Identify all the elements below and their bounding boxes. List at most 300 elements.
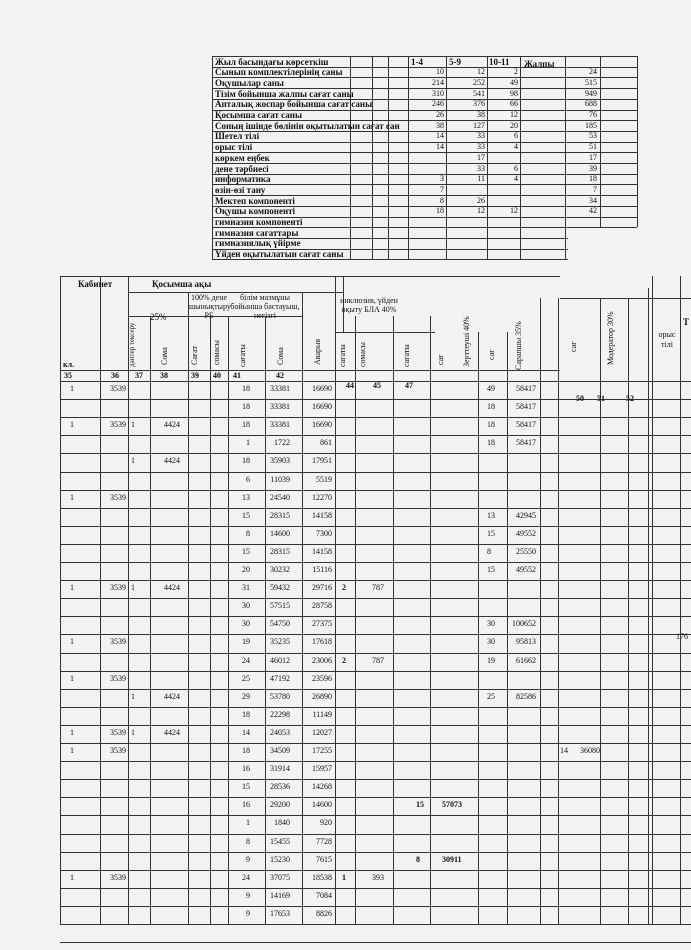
col-rule — [430, 316, 431, 924]
header-bilim: білім мазмұны бойынша бастауыш, негізгі — [230, 293, 300, 320]
header-qosymsha: Қосымша ақы — [152, 279, 212, 289]
cell-avarya: 15116 — [312, 565, 332, 574]
summary-total: 53 — [589, 131, 597, 141]
header-sarapshy: Сарапшы 35% — [514, 321, 523, 370]
cell-soma: 28315 — [270, 511, 290, 520]
cell-soma: 33381 — [270, 420, 290, 429]
cell-25-soma: 4424 — [164, 692, 180, 701]
cell-25-count: 1 — [131, 583, 135, 592]
summary-value: 2 — [514, 67, 518, 77]
cell-soma: 33381 — [270, 384, 290, 393]
summary-value: 3 — [440, 174, 444, 184]
column-number: 44 — [346, 381, 354, 390]
col-rule — [265, 316, 266, 924]
header-moderator: Модератор 30% — [606, 311, 615, 365]
cell-avarya: 12270 — [312, 493, 332, 502]
header-rule — [128, 292, 343, 293]
col-rule — [100, 276, 101, 924]
cell-soma: 28315 — [270, 547, 290, 556]
cell-kl: 1 — [70, 637, 74, 646]
cell-sagaty: 20 — [242, 565, 250, 574]
header-kabinet: Кабинет — [78, 279, 113, 289]
cell-sagaty: 30 — [242, 601, 250, 610]
header-100-pct: 100% дене шынықтыру РБ — [189, 293, 231, 320]
row-rule — [60, 689, 691, 690]
cell-sarapshy-sum: 58417 — [516, 402, 536, 411]
cell-sarapshy-hours: 19 — [487, 656, 495, 665]
row-rule — [60, 779, 691, 780]
cell-soma: 29200 — [270, 800, 290, 809]
header-sag: сағ — [487, 349, 496, 360]
row-rule — [60, 797, 691, 798]
cell-sarapshy-hours: 13 — [487, 511, 495, 520]
cell-25-soma: 4424 — [164, 728, 180, 737]
summary-value: 6 — [514, 131, 518, 141]
column-number: 50 — [576, 394, 584, 403]
row-rule — [60, 924, 691, 925]
header-sag: сағ — [569, 341, 578, 352]
summary-value: 246 — [432, 99, 444, 109]
summary-value: 14 — [436, 131, 444, 141]
cell-inkluziv-sum: 787 — [372, 656, 384, 665]
col-rule — [228, 316, 229, 924]
row-rule — [60, 888, 691, 889]
cell-sarapshy-hours: 18 — [487, 438, 495, 447]
header-inkluziv: инклюзив, үйден оқыту БЛА 40% — [340, 296, 398, 315]
header-soma: Сома — [276, 347, 285, 365]
cell-kl: 1 — [70, 873, 74, 882]
cell-soma: 53780 — [270, 692, 290, 701]
summary-total: 42 — [589, 206, 597, 216]
cell-sagaty: 13 — [242, 493, 250, 502]
cell-sarapshy-hours: 18 — [487, 420, 495, 429]
summary-total: 688 — [585, 99, 597, 109]
row-rule — [60, 870, 691, 871]
header-sagaty: сағаты — [238, 344, 247, 367]
cell-sarapshy-hours: 25 — [487, 692, 495, 701]
col-rule — [648, 288, 649, 924]
row-rule — [60, 743, 691, 744]
cell-sagaty: 31 — [242, 583, 250, 592]
cell-sagaty: 8 — [246, 837, 250, 846]
row-rule — [60, 834, 691, 835]
row-rule — [60, 815, 691, 816]
header-dapter: дәптер тексеру — [128, 322, 136, 367]
cell-avarya: 14158 — [312, 547, 332, 556]
cell-soma: 30232 — [270, 565, 290, 574]
cell-dapter: 3539 — [110, 420, 126, 429]
cell-sarapshy-sum: 49552 — [516, 565, 536, 574]
col-rule — [652, 276, 653, 924]
col-rule — [600, 298, 601, 924]
cell-sagaty: 6 — [246, 475, 250, 484]
row-rule — [60, 852, 691, 853]
summary-value: 49 — [510, 77, 518, 87]
cell-moderator-sum: 36080 — [580, 746, 600, 755]
cell-kl: 1 — [70, 674, 74, 683]
cell-sagaty: 1 — [246, 818, 250, 827]
summary-value: 6 — [514, 163, 518, 173]
summary-value: 20 — [510, 120, 518, 130]
summary-value: 12 — [510, 206, 518, 216]
cell-dapter: 3539 — [110, 637, 126, 646]
header-25: 25% — [150, 312, 167, 322]
summary-row-label: Апталық жоспар бойынша сағат саны — [215, 99, 373, 110]
cell-moderator-hours: 14 — [560, 746, 568, 755]
summary-value: 310 — [432, 88, 444, 98]
cell-soma: 17653 — [270, 909, 290, 918]
cell-25-soma: 4424 — [164, 420, 180, 429]
summary-row-label: Шетел тілі — [215, 131, 260, 142]
summary-row-label: дене тәрбиесі — [215, 163, 269, 174]
cell-dapter: 3539 — [110, 728, 126, 737]
cell-sagaty: 8 — [246, 529, 250, 538]
summary-value: 12 — [477, 206, 485, 216]
row-rule — [60, 906, 691, 907]
summary-row-label: гимназия сағаттары — [215, 227, 299, 238]
cell-avarya: 7615 — [316, 855, 332, 864]
cell-inkluziv-hours: 2 — [342, 656, 346, 665]
col-rule — [393, 316, 394, 924]
cell-dapter: 3539 — [110, 583, 126, 592]
summary-row-label: Соның ішінде бөлінін оқытылатын сағат сан — [215, 120, 400, 131]
cell-soma: 28536 — [270, 782, 290, 791]
summary-row-label: Қосымша сағат саны — [215, 110, 302, 120]
cell-avarya: 17618 — [312, 637, 332, 646]
summary-header-grade: 10-11 — [489, 57, 510, 67]
summary-value: 376 — [473, 99, 485, 109]
summary-total: 51 — [589, 142, 597, 152]
row-rule — [60, 526, 691, 527]
cell-avarya: 16690 — [312, 420, 332, 429]
cell-25-count: 1 — [131, 728, 135, 737]
col-rule — [210, 316, 211, 924]
cell-sarapshy-hours: 30 — [487, 619, 495, 628]
cell-dapter: 3539 — [110, 746, 126, 755]
cell-sarapshy-hours: 30 — [487, 637, 495, 646]
cell-zertteushi-hours: 15 — [416, 800, 424, 809]
summary-value: 252 — [473, 77, 485, 87]
header-somasy: сомасы — [358, 342, 367, 367]
cell-soma: 33381 — [270, 402, 290, 411]
col-rule — [188, 292, 189, 924]
col-rule — [540, 298, 541, 924]
cell-sarapshy-hours: 15 — [487, 529, 495, 538]
header-rule — [560, 298, 691, 299]
cell-sarapshy-sum: 82586 — [516, 692, 536, 701]
cell-avarya: 8826 — [316, 909, 332, 918]
summary-value: 10 — [436, 67, 444, 77]
cell-avarya: 29716 — [312, 583, 332, 592]
summary-value: 541 — [473, 88, 485, 98]
cell-inkluziv-sum: 787 — [372, 583, 384, 592]
row-rule — [60, 435, 691, 436]
cell-sarapshy-sum: 49552 — [516, 529, 536, 538]
row-rule — [60, 725, 691, 726]
summary-value: 66 — [510, 99, 518, 109]
cell-soma: 35903 — [270, 456, 290, 465]
cell-soma: 24053 — [270, 728, 290, 737]
summary-row-label: Мектеп компоненті — [215, 195, 295, 206]
cell-soma: 37075 — [270, 873, 290, 882]
cell-sagaty: 24 — [242, 873, 250, 882]
cell-kl: 1 — [70, 746, 74, 755]
cell-25-soma: 4424 — [164, 583, 180, 592]
cell-sagaty: 9 — [246, 909, 250, 918]
cell-avarya: 18538 — [312, 873, 332, 882]
row-rule — [60, 580, 691, 581]
summary-value: 12 — [477, 67, 485, 77]
summary-row-label: гимназиялық үйірме — [215, 238, 301, 249]
cell-kl: 1 — [70, 384, 74, 393]
summary-value: 12 — [510, 110, 518, 119]
cell-dapter: 3539 — [110, 384, 126, 393]
summary-row-label: өзін-өзі тану — [215, 184, 266, 195]
summary-row-label: Сынып комплектілерінің саны — [215, 67, 343, 78]
cell-avarya: 26890 — [312, 692, 332, 701]
summary-header-grade: 1-4 — [411, 57, 423, 67]
summary-row-label: информатика — [215, 174, 271, 185]
summary-value: 214 — [432, 77, 444, 87]
summary-row-label: Оқушы компоненті — [215, 206, 296, 217]
col-rule — [335, 276, 336, 924]
cell-sagaty: 18 — [242, 402, 250, 411]
column-number: 47 — [405, 381, 413, 390]
col-rule — [302, 292, 303, 924]
cell-avarya: 14600 — [312, 800, 332, 809]
cell-soma: 15455 — [270, 837, 290, 846]
header-rule — [335, 332, 435, 333]
row-rule — [60, 472, 691, 473]
cell-sagaty: 18 — [242, 710, 250, 719]
cell-25-count: 1 — [131, 420, 135, 429]
cell-sagaty: 15 — [242, 511, 250, 520]
cell-sarapshy-sum: 61662 — [516, 656, 536, 665]
cell-soma: 31914 — [270, 764, 290, 773]
cell-sagaty: 15 — [242, 547, 250, 556]
row-rule — [60, 671, 691, 672]
cell-dapter: 3539 — [110, 873, 126, 882]
summary-value: 127 — [473, 120, 485, 130]
cell-soma: 14600 — [270, 529, 290, 538]
cell-avarya: 16690 — [312, 384, 332, 393]
header-zertteushi: Зерттеуші 40% — [462, 316, 471, 367]
header-somasy: сомасы — [212, 340, 221, 365]
cell-sarapshy-sum: 58417 — [516, 384, 536, 393]
summary-value: 4 — [514, 142, 518, 152]
cell-soma: 24540 — [270, 493, 290, 502]
summary-total: 185 — [585, 120, 597, 130]
header-sagat: Сағат — [190, 345, 199, 365]
cell-sarapshy-sum: 25550 — [516, 547, 536, 556]
summary-value: 26 — [436, 110, 444, 119]
cell-avarya: 12027 — [312, 728, 332, 737]
cell-kl: 1 — [70, 728, 74, 737]
column-number: 35 — [64, 371, 72, 380]
cell-kl: 1 — [70, 493, 74, 502]
cell-sarapshy-sum: 42945 — [516, 511, 536, 520]
cell-soma: 59432 — [270, 583, 290, 592]
header-rule — [60, 276, 560, 277]
cell-sarapshy-hours: 8 — [487, 547, 491, 556]
cell-zertteushi-sum: 57073 — [442, 800, 462, 809]
row-rule — [60, 417, 691, 418]
cell-soma: 35235 — [270, 637, 290, 646]
summary-total: 39 — [589, 163, 597, 173]
cell-avarya: 14158 — [312, 511, 332, 520]
summary-value: 8 — [440, 195, 444, 205]
cell-soma: 22298 — [270, 710, 290, 719]
summary-row-label: орыс тілі — [215, 142, 253, 153]
cell-soma: 34509 — [270, 746, 290, 755]
summary-value: 98 — [510, 88, 518, 98]
cell-sagaty: 29 — [242, 692, 250, 701]
summary-value: 18 — [436, 206, 444, 216]
cell-soma: 14169 — [270, 891, 290, 900]
col-rule — [128, 276, 129, 924]
cell-avarya: 17255 — [312, 746, 332, 755]
summary-value: 33 — [477, 131, 485, 141]
summary-header-label: Жыл басындағы көрсеткіш — [215, 57, 329, 67]
header-sagaty: сағаты — [338, 344, 347, 367]
row-rule — [60, 634, 691, 635]
cell-avarya: 17951 — [312, 456, 332, 465]
cell-soma: 46012 — [270, 656, 290, 665]
cell-sagaty: 9 — [246, 855, 250, 864]
cell-avarya: 23006 — [312, 656, 332, 665]
summary-value: 4 — [514, 174, 518, 184]
col-rule — [60, 276, 61, 924]
cell-inkluziv-hours: 2 — [342, 583, 346, 592]
summary-row-label: гимназия компоненті — [215, 217, 303, 227]
cell-avarya: 5519 — [316, 475, 332, 484]
cell-avarya: 7728 — [316, 837, 332, 846]
cell-avarya: 28758 — [312, 601, 332, 610]
cell-soma: 57515 — [270, 601, 290, 610]
cell-avarya: 861 — [320, 438, 332, 447]
cell-soma: 15230 — [270, 855, 290, 864]
cell-sagaty: 9 — [246, 891, 250, 900]
row-rule — [60, 598, 691, 599]
header-orys-tili: орыс тілі — [658, 330, 676, 349]
col-rule — [628, 298, 629, 924]
summary-total: 515 — [585, 77, 597, 87]
header-kl: кл. — [63, 360, 75, 369]
cell-soma: 11039 — [270, 475, 290, 484]
header-avarya: Аварыя — [313, 338, 322, 365]
column-number: 39 — [191, 371, 199, 380]
summary-total: 18 — [589, 174, 597, 184]
summary-total: 76 — [589, 110, 597, 119]
cell-soma: 47192 — [270, 674, 290, 683]
cell-avarya: 11149 — [312, 710, 332, 719]
col-rule — [507, 332, 508, 924]
row-rule — [60, 490, 691, 491]
cell-sagaty: 16 — [242, 800, 250, 809]
cell-sagaty: 18 — [242, 456, 250, 465]
col-rule — [478, 332, 479, 924]
side-value: 176 — [676, 632, 688, 641]
column-number: 52 — [626, 394, 634, 403]
header-right-t: Т — [683, 317, 690, 327]
summary-value: 38 — [436, 120, 444, 130]
row-rule — [60, 544, 691, 545]
cell-zertteushi-hours: 8 — [416, 855, 420, 864]
cell-sagaty: 18 — [242, 420, 250, 429]
cell-avarya: 7084 — [316, 891, 332, 900]
row-rule — [60, 707, 691, 708]
column-number: 41 — [233, 371, 241, 380]
cell-avarya: 920 — [320, 818, 332, 827]
row-rule — [60, 761, 691, 762]
cell-sagaty: 1 — [246, 438, 250, 447]
row-rule — [60, 653, 691, 654]
cell-avarya: 7300 — [316, 529, 332, 538]
cell-sarapshy-sum: 95813 — [516, 637, 536, 646]
cell-avarya: 14268 — [312, 782, 332, 791]
cell-avarya: 27375 — [312, 619, 332, 628]
cell-zertteushi-sum: 30911 — [442, 855, 462, 864]
summary-row-label: Үйден оқытылатын сағат саны — [215, 249, 344, 260]
summary-value: 26 — [477, 195, 485, 205]
column-number: 51 — [597, 394, 605, 403]
col-rule — [680, 276, 681, 924]
header-soma: Сома — [160, 347, 169, 365]
cell-25-soma: 4424 — [164, 456, 180, 465]
cell-soma: 54750 — [270, 619, 290, 628]
column-number: 42 — [276, 371, 284, 380]
col-rule — [150, 316, 151, 924]
cell-inkluziv-hours: 1 — [342, 873, 346, 882]
summary-value: 38 — [477, 110, 485, 119]
cell-sarapshy-hours: 18 — [487, 402, 495, 411]
cell-kl: 1 — [70, 420, 74, 429]
summary-total: 24 — [589, 67, 597, 77]
column-number: 40 — [213, 371, 221, 380]
cell-inkluziv-sum: 393 — [372, 873, 384, 882]
summary-header-total: Жалпы — [524, 59, 555, 69]
summary-row-label: Оқушылар саны — [215, 77, 284, 88]
row-rule — [60, 942, 691, 943]
column-number: 37 — [135, 371, 143, 380]
col-rule — [355, 316, 356, 924]
column-number: 38 — [160, 371, 168, 380]
cell-sagaty: 18 — [242, 384, 250, 393]
summary-value: 17 — [477, 152, 485, 162]
cell-kl: 1 — [70, 583, 74, 592]
cell-25-count: 1 — [131, 692, 135, 701]
cell-soma: 1840 — [274, 818, 290, 827]
cell-sagaty: 14 — [242, 728, 250, 737]
header-sag: сағ — [436, 354, 445, 365]
col-rule — [558, 298, 559, 924]
cell-avarya: 23596 — [312, 674, 332, 683]
cell-25-count: 1 — [131, 456, 135, 465]
summary-total: 7 — [593, 184, 597, 194]
cell-sagaty: 15 — [242, 782, 250, 791]
cell-sagaty: 25 — [242, 674, 250, 683]
cell-sagaty: 24 — [242, 656, 250, 665]
cell-sagaty: 19 — [242, 637, 250, 646]
summary-total: 949 — [585, 88, 597, 98]
summary-header-grade: 5-9 — [449, 57, 461, 67]
summary-row-label: көркем еңбек — [215, 152, 270, 163]
cell-soma: 1722 — [274, 438, 290, 447]
row-rule — [60, 616, 691, 617]
cell-sarapshy-sum: 58417 — [516, 438, 536, 447]
cell-avarya: 16690 — [312, 402, 332, 411]
row-rule — [60, 453, 691, 454]
